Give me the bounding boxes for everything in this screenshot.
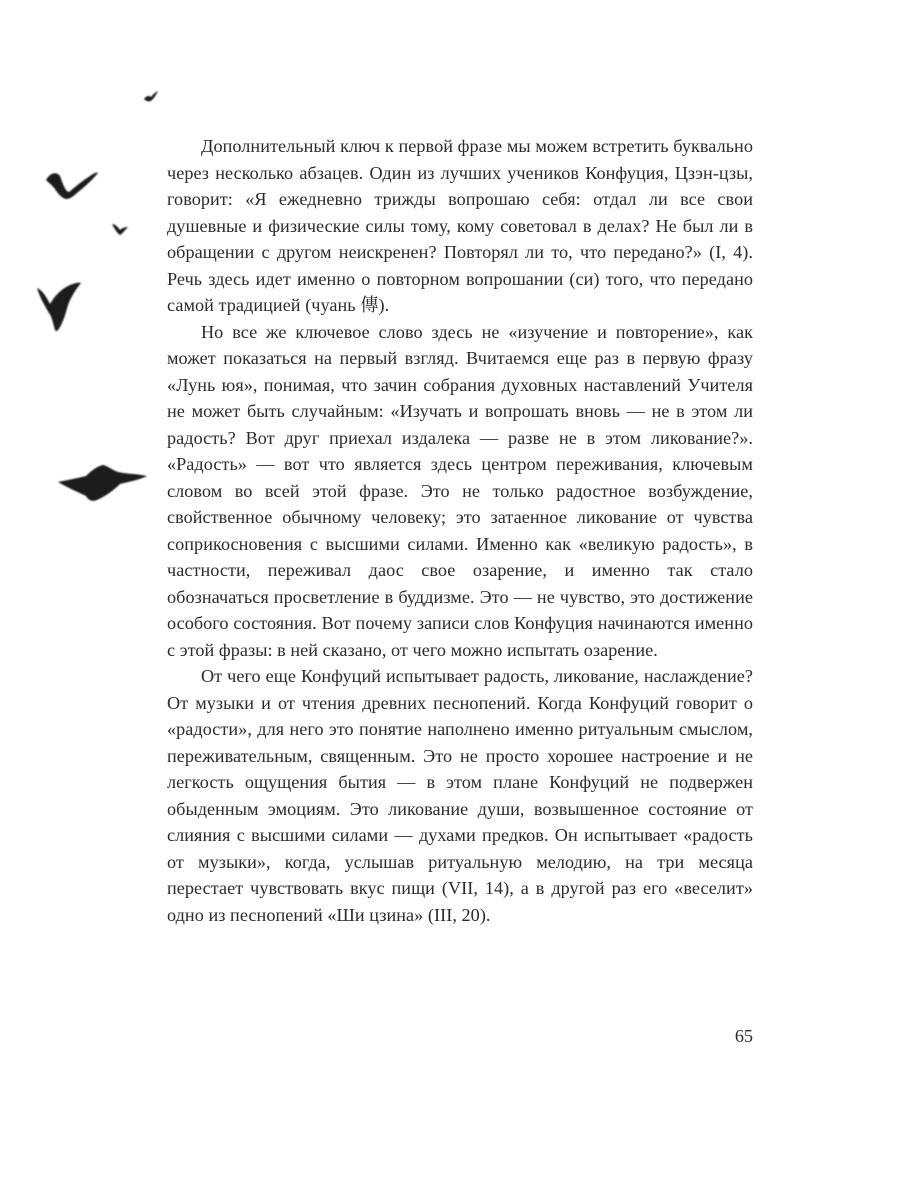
paragraph-1: Дополнительный ключ к первой фразе мы можем встретить буквально через несколько абзацев. Один из лучших учеников Конфуция, Цзэн-цзы, говорит: «Я ежедневно трижды вопрошаю себя: отдал ли все свои душевные и физические силы тому, кому советовал в делах? Не был ли в обращении с другом неискренен? Повторял ли то, что передано?» (I, 4). Речь здесь идет именно о повторном вопрошании (си) того, что передано самой традицией (чуань 傳). [167, 136, 753, 315]
main-text [167, 133, 753, 928]
bird-5-icon [58, 465, 147, 501]
bird-4-icon [37, 283, 81, 331]
paragraph-2: Но все же ключевое слово здесь не «изучение и повторение», как может показаться на первый взгляд. Вчитаемся еще раз в первую фразу «Лунь юя», понимая, что зачин собрания духовных наставлений Учителя не может быть случайным: «Изучать и вопрошать вновь — не в этом ли радость? Вот друг приехал издалека — разве не в этом ликование?». «Радость» — вот что является здесь центром переживания, ключевым словом во всей этой фразе. Это не только радостное возбуждение, свойственное обычному человеку; это затаенное ликование от чувства соприкосновения с высшими силами. Именно как «великую радость», в частности, переживал даос свое озарение, и именно так стало обозначаться просветление в буддизме. Это — не чувство, это достижение особого состояния. Вот почему записи слов Конфуция начинаются именно с этой фразы: в ней сказано, от чего можно испытать озарение. [167, 321, 753, 660]
page-number: 65 [734, 1026, 753, 1046]
bird-2-icon [46, 173, 98, 199]
paragraph-3: От чего еще Конфуций испытывает радость, ликование, наслаждение? От музыки и от чтения древних песнопений. Когда Конфуций говорит о «радости», для него это понятие наполнено именно ритуальным смыслом, переживательным, священным. Это не просто хорошее настроение и не легкость ощущения бытия — в этом плане Конфуций не подвержен обыденным эмоциям. Это ликование души, возвышенное состояние от слияния с высшими силами — духами предков. Он испытывает «радость от музыки», когда, услышав ритуальную мелодию, на три месяца перестает чувствовать вкус пищи (VII, 14), а в другой раз его «веселит» одно из песнопений «Ши цзина» (III, 20). [167, 666, 753, 925]
bird-1-icon [144, 91, 158, 101]
bird-3-icon [112, 224, 128, 235]
